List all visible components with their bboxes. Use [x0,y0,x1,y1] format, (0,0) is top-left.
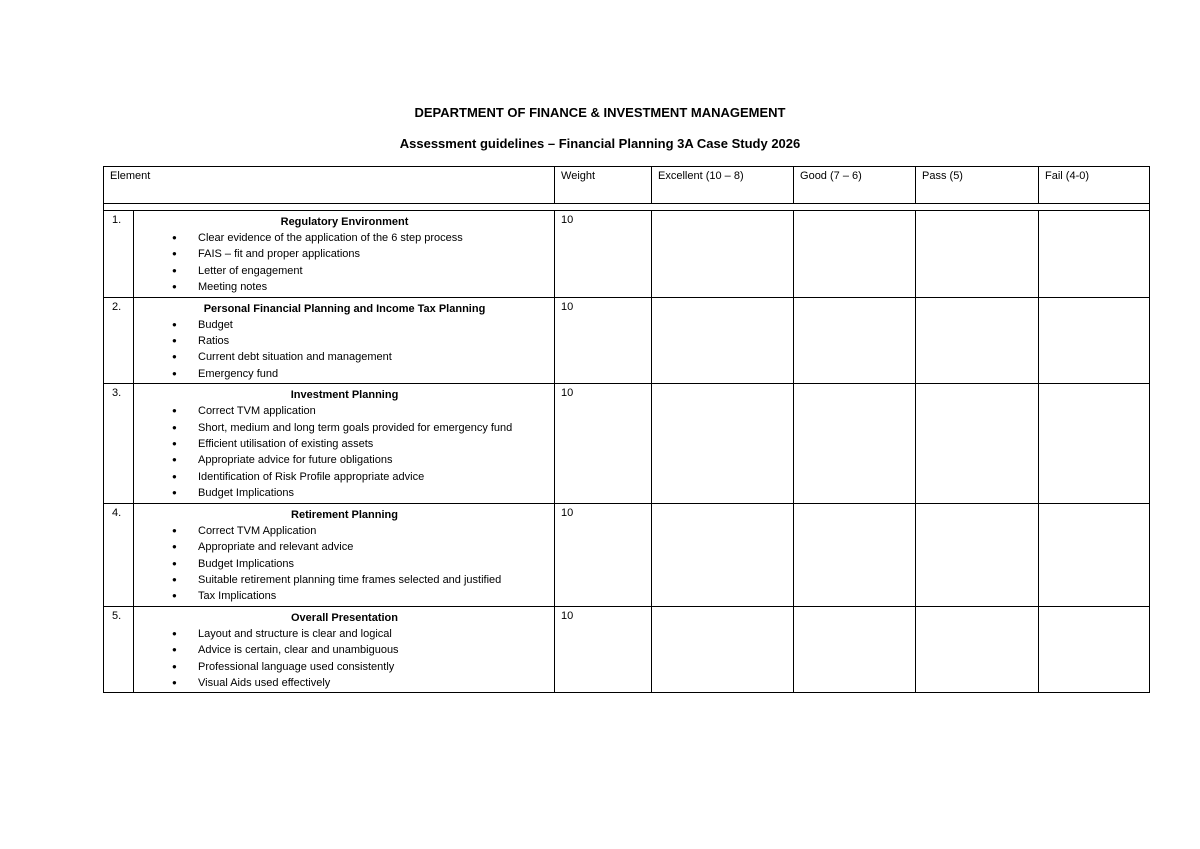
score-cell-good [794,384,916,503]
list-item: ● Appropriate and relevant advice [198,539,549,555]
list-item: ● Emergency fund [198,366,549,382]
table-row [104,211,1150,298]
element-cell [134,297,555,384]
list-item: ● Budget [198,317,549,333]
criteria-list [140,403,549,501]
list-item: ● Ratios [198,333,549,349]
element-cell [134,503,555,606]
row-number: 2. [104,297,134,384]
score-cell-excellent [652,297,794,384]
list-item: ● Current debt situation and management [198,349,549,365]
score-cell-pass [916,211,1039,298]
table-row [104,606,1150,693]
row-number: 5. [104,606,134,693]
column-header-element: Element [104,167,555,204]
list-item: ● Layout and structure is clear and logical [198,626,549,642]
department-title: DEPARTMENT OF FINANCE & INVESTMENT MANAGEMENT [414,105,786,120]
list-item: ● Professional language used consistently [198,659,549,675]
weight-cell: 10 [555,606,652,693]
score-cell-good [794,297,916,384]
row-number: 3. [104,384,134,503]
list-item: ● Budget Implications [198,556,549,572]
list-item: ● Short, medium and long term goals provided for emergency fund [198,420,549,436]
element-cell [134,384,555,503]
assessment-subtitle: Assessment guidelines – Financial Planning 3A Case Study 2026 [399,136,801,151]
score-cell-good [794,211,916,298]
list-item: ● Clear evidence of the application of the 6 step process [198,230,549,246]
score-cell-fail [1039,211,1150,298]
weight-cell: 10 [555,297,652,384]
rubric-body [104,204,1150,693]
score-cell-fail [1039,606,1150,693]
element-cell [134,606,555,693]
header-row [104,167,1150,204]
list-item: ● Correct TVM Application [198,523,549,539]
score-cell-pass [916,384,1039,503]
row-number: 1. [104,211,134,298]
score-cell-fail [1039,297,1150,384]
element-cell [134,211,555,298]
section-title: Regulatory Environment [280,216,409,228]
list-item: ● Tax Implications [198,588,549,604]
table-row [104,384,1150,503]
list-item: ● FAIS – fit and proper applications [198,246,549,262]
section-title: Retirement Planning [291,508,398,521]
section-title: Overall Presentation [291,611,398,624]
criteria-list [140,626,549,692]
weight-cell: 10 [555,211,652,298]
score-cell-pass [916,503,1039,606]
list-item: ● Identification of Risk Profile appropriate advice [198,469,549,485]
column-header-good: Good (7 – 6) [794,167,916,204]
table-row [104,297,1150,384]
header-gap [104,204,1150,211]
list-item: ● Advice is certain, clear and unambiguous [198,642,549,658]
criteria-list [140,317,549,383]
section-title: Personal Financial Planning and Income Tax Planning [203,302,486,315]
score-cell-excellent [652,503,794,606]
column-header-excellent: Excellent (10 – 8) [652,167,794,204]
criteria-list [140,230,549,296]
list-item: ● Appropriate advice for future obligations [198,452,549,468]
section-title: Investment Planning [290,389,399,402]
weight-cell: 10 [555,384,652,503]
score-cell-excellent [652,211,794,298]
column-header-weight: Weight [555,167,652,204]
rubric-table [103,166,1150,693]
list-item: ● Visual Aids used effectively [198,675,549,691]
criteria-list [140,523,549,605]
list-item: ● Correct TVM application [198,403,549,419]
column-header-fail: Fail (4-0) [1039,167,1150,204]
score-cell-pass [916,606,1039,693]
score-cell-excellent [652,384,794,503]
score-cell-fail [1039,384,1150,503]
score-cell-fail [1039,503,1150,606]
list-item: ● Letter of engagement [198,263,549,279]
table-row [104,503,1150,606]
list-item: ● Meeting notes [198,279,549,295]
score-cell-good [794,606,916,693]
list-item: ● Budget Implications [198,485,549,501]
list-item: ● Efficient utilisation of existing assets [198,436,549,452]
score-cell-good [794,503,916,606]
score-cell-pass [916,297,1039,384]
column-header-pass: Pass (5) [916,167,1039,204]
list-item: ● Suitable retirement planning time frames selected and justified [198,572,549,588]
row-number: 4. [104,503,134,606]
weight-cell: 10 [555,503,652,606]
score-cell-excellent [652,606,794,693]
